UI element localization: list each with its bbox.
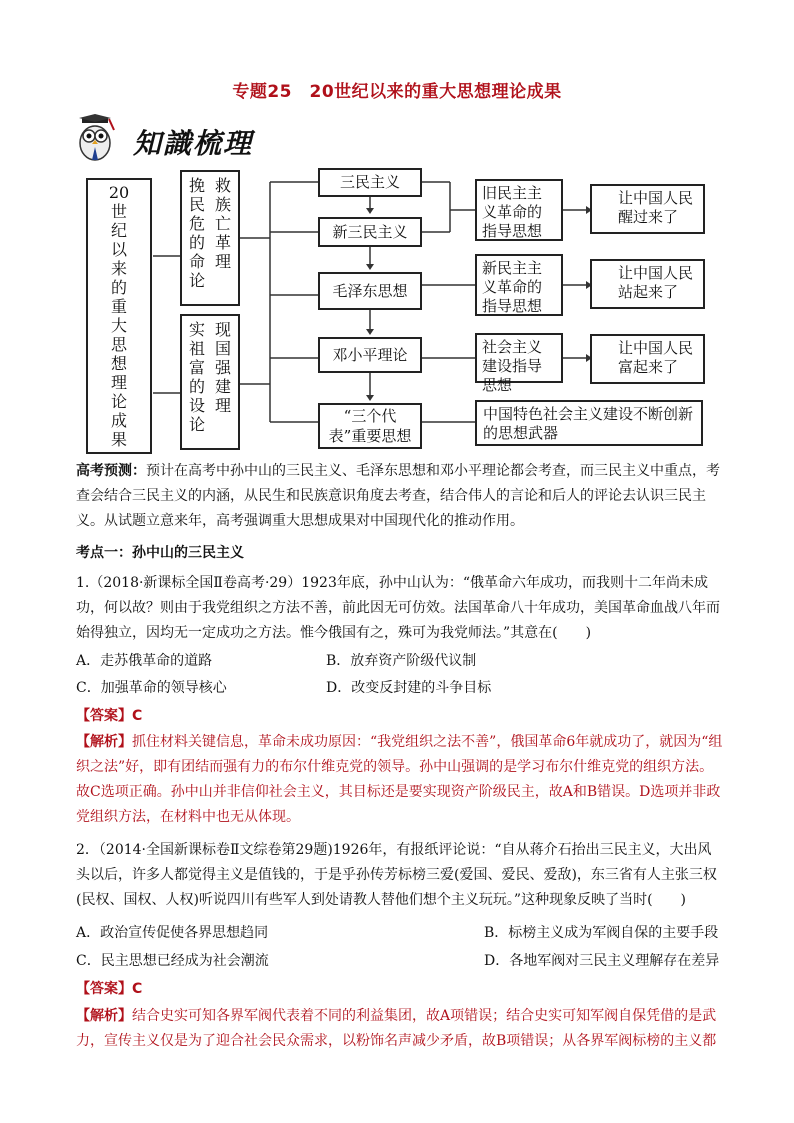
root-label: 以 (110, 240, 127, 259)
revolution-theory-box (180, 170, 240, 306)
root-label: 成 (110, 411, 127, 430)
question-2-analysis (76, 1004, 724, 1054)
question-1-options-row-2 (76, 677, 724, 702)
group1-char: 亡 (214, 214, 231, 233)
question-2-options-row-2 (76, 950, 724, 975)
question-2-stem: 2．（2014·全国新课标卷Ⅱ文综卷第29题)1926年，有报纸评论说：“自从蒋介石抬出三民主义，大出风头以后，许多人都觉得主义是值钱的，于是乎孙传芳标榜三爱(爱国、爱民、爱敌)，东三省有人主张三权(民权、国权、人权)听说四川有些军人到处请教人替他们想个主义玩玩。”这种现象反映了当时( ) (76, 842, 717, 908)
group2-char: 设 (188, 396, 205, 415)
group1-char: 的 (188, 233, 205, 252)
root-label: 来 (110, 259, 127, 278)
group2-char: 强 (214, 358, 231, 377)
group2-char: 国 (214, 339, 231, 358)
question-1-options-row-1 (76, 650, 724, 675)
group1-char: 革 (214, 233, 231, 252)
banner-title: 知識梳理 (133, 127, 254, 160)
guide-old-democratic-box: 旧民主主义革命的指导思想 (475, 179, 563, 241)
group2-char: 建 (214, 377, 231, 396)
question-2-option-b: B．标榜主义成为军阀自保的主要手段 (484, 925, 719, 941)
theory-mao-box: 毛泽东思想 (318, 272, 422, 310)
result-prosper-box: 让中国人民富起来了 (590, 334, 705, 384)
prediction-text: 预计在高考中孙中山的三民主义、毛泽东思想和邓小平理论都会考查，而三民主义中重点，考查会结合三民主义的内涵，从民生和民族意识角度去考查，结合伟人的言论和后人的评论去认识三民主义。从试题立意来年，高考强调重大思想成果对中国现代化的推动作用。 (76, 463, 720, 529)
root-label: 想 (110, 354, 127, 373)
analysis-label: 【解析】 (76, 1008, 132, 1024)
guide-socialist-box: 社会主义建设指导思想 (475, 333, 563, 383)
question-1-option-d: D．改变反封建的斗争目标 (326, 680, 492, 696)
group2-char: 实 (188, 320, 205, 339)
root-label: 大 (110, 316, 127, 335)
root-label: 重 (110, 297, 127, 316)
group2-char: 现 (214, 320, 231, 339)
answer-value: C (132, 981, 143, 997)
question-1-stem: 1.（2018·新课标全国Ⅱ卷高考·29）1923年底，孙中山认为：“俄革命六年成功，而我则十二年尚未成功，何以故？则由于我党组织之方法不善，前此因无可仿效。法国革命八十年成功，美国革命血战八年而始得独立，因均无一定成功之方法。惟今俄国有之，殊可为我党师法。”其意在( ) (76, 575, 720, 641)
root-label: 理 (110, 373, 127, 392)
theory-three-represents-box: “三个代表”重要思想 (318, 403, 422, 449)
group2-char: 祖 (188, 339, 205, 358)
question-2-option-c: C．民主思想已经成为社会潮流 (76, 953, 269, 969)
question-1-analysis (76, 730, 724, 830)
question-2-option-a: A．政治宣传促使各界思想趋同 (76, 925, 269, 941)
prediction-label: 高考预测： (76, 463, 146, 479)
group2-char: 的 (188, 377, 205, 396)
result-stand-up-box: 让中国人民站起来了 (590, 259, 705, 309)
root-label: 纪 (110, 221, 127, 240)
group1-char: 论 (188, 271, 205, 290)
section-heading: 考点一：孙中山的三民主义 (76, 545, 244, 561)
analysis-text: 抓住材料关键信息，革命未成功原因：“我党组织之法不善”，俄国革命6年就成功了，就因为“组织之法”好，即有团结而强有力的布尔什维克党的领导。孙中山强调的是学习布尔什维克党的组织方法。故C选项正确。孙中山并非信仰社会主义，其目标还是要实现资产阶级民主，故A和B错误。D选项并非政党组织方法，在材料中也无从体现。 (76, 734, 723, 825)
question-2-options-row-1 (76, 922, 724, 947)
prediction-paragraph (76, 459, 724, 534)
question-2-option-d: D．各地军阀对三民主义理解存在差异 (484, 953, 720, 969)
answer-label: 【答案】 (76, 708, 132, 724)
root-label: 果 (110, 430, 127, 449)
construction-theory-box (180, 314, 240, 450)
root-label: 世 (110, 202, 127, 221)
group2-char: 富 (188, 358, 205, 377)
root-label: 20 (108, 183, 130, 202)
group1-char: 救 (214, 176, 231, 195)
root-label: 的 (110, 278, 127, 297)
page-title: 专题25 20世纪以来的重大思想理论成果 (232, 82, 562, 102)
answer-label: 【答案】 (76, 981, 132, 997)
result-awaken-box: 让中国人民醒过来了 (590, 184, 705, 234)
question-1-option-b: B．放弃资产阶级代议制 (326, 653, 477, 669)
question-1-option-c: C．加强革命的领导核心 (76, 680, 227, 696)
analysis-text: 结合史实可知各界军阀代表着不同的利益集团，故A项错误；结合史实可知军阀自保凭借的是武力，宣传主义仅是为了迎合社会民众需求，以粉饰名声减少矛盾，故B项错误；从各界军阀标榜的主义都 (76, 1008, 717, 1049)
group1-char: 危 (188, 214, 205, 233)
root-box (86, 178, 152, 454)
guide-socialism-chinese-box: 中国特色社会主义建设不断创新的思想武器 (475, 400, 703, 446)
theory-deng-box: 邓小平理论 (318, 337, 422, 373)
question-1-option-a: A．走苏俄革命的道路 (76, 653, 213, 669)
group2-char: 理 (214, 396, 231, 415)
answer-value: C (132, 708, 143, 724)
group1-char: 命 (188, 252, 205, 271)
question-1-answer (76, 704, 724, 729)
group1-char: 理 (214, 252, 231, 271)
group1-char: 民 (188, 195, 205, 214)
group1-char: 族 (214, 195, 231, 214)
theory-new-sanmin-box: 新三民主义 (318, 217, 422, 247)
root-label: 思 (110, 335, 127, 354)
analysis-label: 【解析】 (76, 734, 132, 750)
guide-new-democratic-box: 新民主主义革命的指导思想 (475, 254, 563, 316)
question-2-answer (76, 977, 724, 1002)
group1-char: 挽 (188, 176, 205, 195)
theory-sanmin-box: 三民主义 (318, 168, 422, 197)
group2-char: 论 (188, 415, 205, 434)
root-label: 论 (110, 392, 127, 411)
